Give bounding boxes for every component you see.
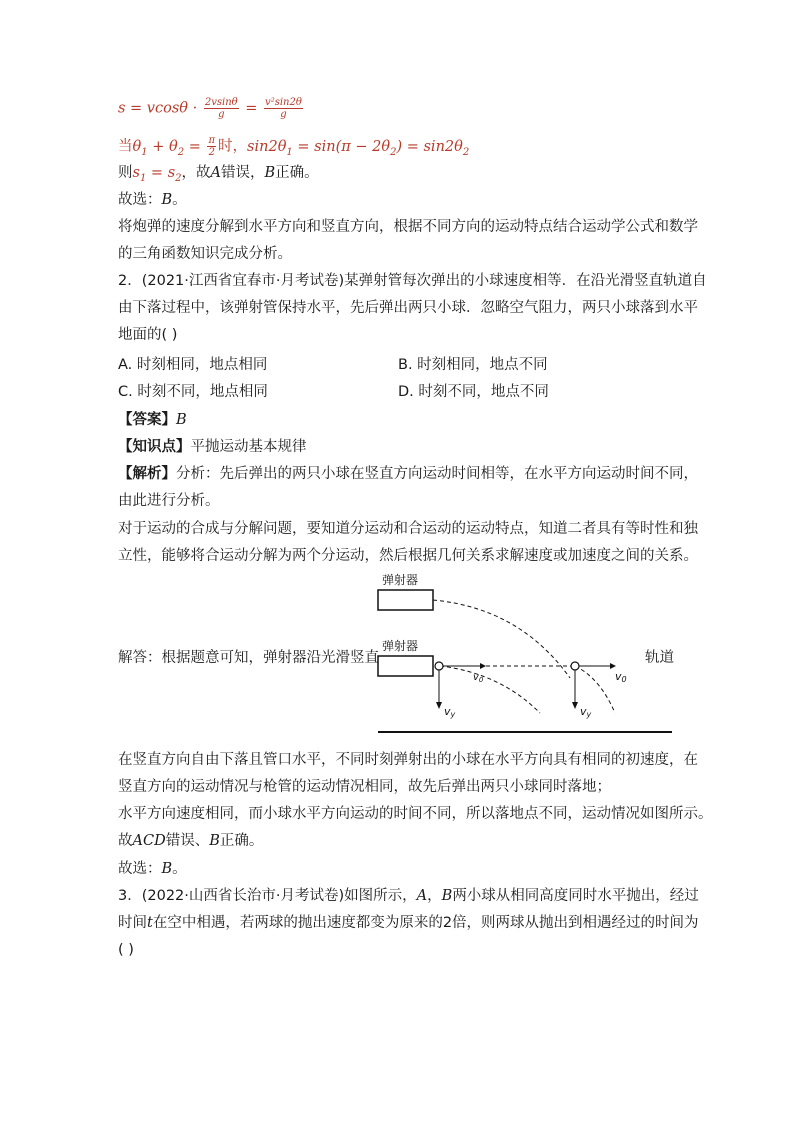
q3-stem-line3: ( ) — [118, 942, 134, 958]
analysis-1-line1: 将炮弹的速度分解到水平方向和竖直方向，根据不同方向的运动特点结合运动学公式和数学 — [118, 219, 698, 235]
q2-para-line2: 立性，能够将合运动分解为两个分运动，然后根据几何关系求解速度或加速度之间的关系。 — [118, 548, 698, 564]
launcher-mid-label: 弹射器 — [382, 639, 419, 653]
q2-conclusion: 故ACD错误、B正确。 — [118, 833, 264, 849]
v0-arrowhead-2 — [610, 663, 616, 669]
q2-analysis-line2: 由此进行分析。 — [118, 493, 220, 509]
line-then: 则$s_1 = s_2$，故A错误，B正确。 — [118, 165, 319, 184]
fraction-2vsin: $\frac{2vsin\theta}{g}$ — [204, 97, 238, 120]
q2-answer: 【答案】B — [118, 412, 187, 428]
fraction-pi-2: $\frac{\pi}{2}$ — [208, 135, 216, 158]
q2-option-c[interactable]: C. 时刻不同，地点相同 — [118, 384, 268, 400]
q2-choose: 故选：B。 — [118, 861, 187, 877]
q2-cont-line2: 竖直方向的运动情况与枪管的运动情况相同，故先后弹出两只小球同时落地； — [118, 779, 611, 795]
q2-cont-line3: 水平方向速度相同，而小球水平方向运动的时间不同，所以落地点不同，运动情况如图所示。 — [118, 806, 713, 822]
q2-solve-right: 轨道 — [645, 650, 674, 666]
v0-arrowhead-1 — [480, 663, 486, 669]
launcher-mid-box — [378, 656, 433, 676]
launcher-top-box — [378, 590, 433, 610]
q2-option-a[interactable]: A. 时刻相同，地点相同 — [118, 357, 268, 373]
choose-1: 故选：B。 — [118, 192, 187, 208]
ball-1 — [435, 662, 443, 670]
v0-label-2: v0 — [615, 670, 627, 684]
q2-stem-line3: 地面的( ) — [118, 327, 178, 343]
formula-s: s = vcosθ · $\frac{2vsin\theta}{g}$ = $\frac{\text{v²sin2θ}}{g}$ — [118, 97, 302, 120]
vy-label-1: vy — [444, 705, 456, 719]
vy-arrowhead-2 — [572, 702, 578, 709]
ball-2 — [571, 662, 579, 670]
q3-stem-line1: 3．(2022·山西省长治市·月考试卷)如图所示，A，B两小球从相同高度同时水平抛出，经过 — [118, 888, 699, 904]
fraction-v2sin2: $\frac{\text{v²sin2θ}}{g}$ — [265, 97, 302, 120]
launcher-diagram — [370, 568, 690, 738]
launcher-top-label: 弹射器 — [382, 573, 419, 587]
analysis-1-line2: 的三角函数知识完成分析。 — [118, 246, 292, 262]
q2-option-d[interactable]: D. 时刻不同，地点不同 — [398, 384, 549, 400]
q2-solve-left: 解答：根据题意可知，弹射器沿光滑竖直 — [118, 650, 379, 666]
q2-cont-line1: 在竖直方向自由下落且管口水平，不同时刻弹射出的小球在水平方向具有相同的初速度，在 — [118, 752, 698, 768]
q2-analysis-line1: 【解析】分析：先后弹出的两只小球在竖直方向运动时间相等，在水平方向运动时间不同， — [118, 466, 698, 482]
q2-stem-line2: 由下落过程中，该弹射管保持水平，先后弹出两只小球．忽略空气阻力，两只小球落到水平 — [118, 300, 698, 316]
q2-knowledge: 【知识点】平抛运动基本规律 — [118, 439, 307, 455]
line-when-condition: 当$\theta_1 + \theta_2$ = $\frac{\pi}{2}$ 时，$\sin 2\theta_1 = \sin(\pi - 2\theta_2) = \sin 2\theta_2$ — [118, 135, 470, 158]
q3-stem-line2: 时间t在空中相遇，若两球的抛出速度都变为原来的2倍，则两球从抛出到相遇经过的时间为 — [118, 915, 699, 931]
vy-label-2: vy — [580, 705, 592, 719]
q2-option-b[interactable]: B. 时刻相同，地点不同 — [398, 357, 548, 373]
q2-para-line1: 对于运动的合成与分解问题，要知道分运动和合运动的运动特点，知道二者具有等时性和独 — [118, 521, 698, 537]
v0-label-1: $v_0$ — [473, 672, 484, 684]
trajectory-ball-1 — [440, 666, 540, 713]
q2-stem-line1: 2．(2021·江西省宜春市·月考试卷)某弹射管每次弹出的小球速度相等．在沿光滑竖直轨道自 — [118, 273, 707, 289]
vy-arrowhead-1 — [436, 702, 442, 709]
